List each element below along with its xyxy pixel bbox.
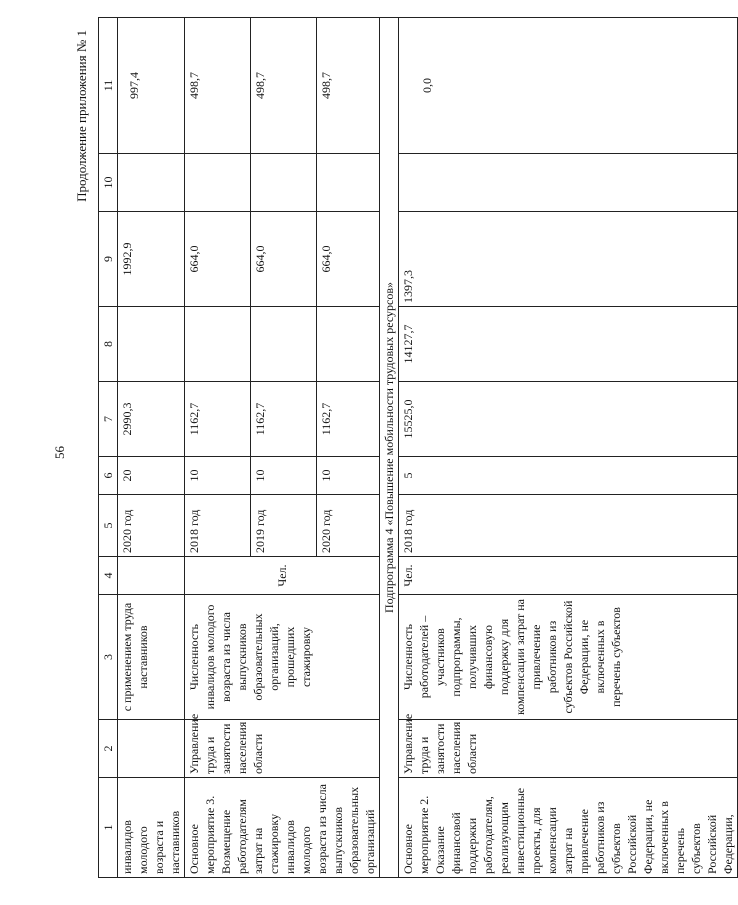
cell-col11: 498,7 xyxy=(185,18,251,154)
cell-col8 xyxy=(118,307,185,382)
cell-col9: 664,0 xyxy=(251,212,317,307)
cell-unit: Чел. xyxy=(185,557,380,595)
cell-total: 15525,0 xyxy=(399,382,738,457)
cell-col8 xyxy=(185,307,251,382)
cell-count: 20 xyxy=(118,457,185,495)
subprogram-row xyxy=(380,18,399,878)
col-header-2: 2 xyxy=(99,720,118,778)
cell-indicator: Численность инвалидов молодого возраста из числа выпускников образовательных организаций, прошедших стажировку xyxy=(185,595,380,720)
cell-count: 5 xyxy=(399,457,738,495)
cell-col10 xyxy=(185,154,251,212)
cell-col9: 664,0 xyxy=(317,212,380,307)
cell-total: 1162,7 xyxy=(251,382,317,457)
cell-total: 2990,3 xyxy=(118,382,185,457)
cell-col8 xyxy=(317,307,380,382)
col-header-9: 9 xyxy=(99,212,118,307)
col-header-7: 7 xyxy=(99,382,118,457)
cell-count: 10 xyxy=(317,457,380,495)
header-row xyxy=(99,18,118,878)
cell-col11: 498,7 xyxy=(317,18,380,154)
cell-year: 2018 год xyxy=(185,495,251,557)
cell-activity: Основное мероприятие 2. Оказание финансовой поддержки работодателям, реализующим инвестиционные проекты, для компенсации затрат на привлечение работников из субъектов Российской Федерации, не включенных в перечень субъектов Российской Федерации, xyxy=(399,778,738,878)
cell-col8: 14127,7 xyxy=(399,307,738,382)
table-row xyxy=(118,18,185,878)
col-header-11: 11 xyxy=(99,18,118,154)
cell-col11: 0,0 xyxy=(399,18,738,154)
col-header-1: 1 xyxy=(99,778,118,878)
cell-total: 1162,7 xyxy=(317,382,380,457)
cell-activity: Основное мероприятие 3. Возмещение работодателям затрат на стажировку инвалидов молодого возраста из числа выпускников образовательных организаций xyxy=(185,778,380,878)
col-header-4: 4 xyxy=(99,557,118,595)
cell-count: 10 xyxy=(185,457,251,495)
cell-indicator: Численность работодателей – участников подпрограммы, получивших финансовую поддержку для компенсации затрат на привлечение работников из субъектов Российской Федерации, не включенных в перечень субъектов xyxy=(399,595,738,720)
cell-col10 xyxy=(317,154,380,212)
cell-col9: 1992,9 xyxy=(118,212,185,307)
cell-col9: 664,0 xyxy=(185,212,251,307)
cell-col11: 498,7 xyxy=(251,18,317,154)
cell-col9: 1397,3 xyxy=(399,212,738,307)
cell-executor: Управление труда и занятости населения области xyxy=(185,720,380,778)
col-header-3: 3 xyxy=(99,595,118,720)
cell-total: 1162,7 xyxy=(185,382,251,457)
cell-col10 xyxy=(251,154,317,212)
page-number: 56 xyxy=(52,446,67,459)
cell-indicator: с применением труда наставников xyxy=(118,595,185,720)
col-header-6: 6 xyxy=(99,457,118,495)
cell-year: 2020 год xyxy=(317,495,380,557)
col-header-8: 8 xyxy=(99,307,118,382)
cell-year: 2020 год xyxy=(118,495,185,557)
cell-executor: Управление труда и занятости населения области xyxy=(399,720,738,778)
cell-count: 10 xyxy=(251,457,317,495)
cell-year: 2018 год xyxy=(399,495,738,557)
col-header-5: 5 xyxy=(99,495,118,557)
table-row xyxy=(185,18,251,878)
cell-year: 2019 год xyxy=(251,495,317,557)
cell-executor xyxy=(118,720,185,778)
table-row xyxy=(399,18,738,878)
budget-table xyxy=(98,17,738,878)
subprogram-title: Подпрограмма 4 «Повышение мобильности трудовых ресурсов» xyxy=(380,18,399,878)
cell-unit: Чел. xyxy=(399,557,738,595)
col-header-10: 10 xyxy=(99,154,118,212)
cell-col10 xyxy=(399,154,738,212)
cell-col10 xyxy=(118,154,185,212)
continuation-label: Продолжение приложения № 1 xyxy=(74,30,89,202)
cell-col8 xyxy=(251,307,317,382)
cell-col11: 997,4 xyxy=(118,18,185,154)
cell-unit xyxy=(118,557,185,595)
cell-activity: инвалидов молодого возраста и наставников xyxy=(118,778,185,878)
